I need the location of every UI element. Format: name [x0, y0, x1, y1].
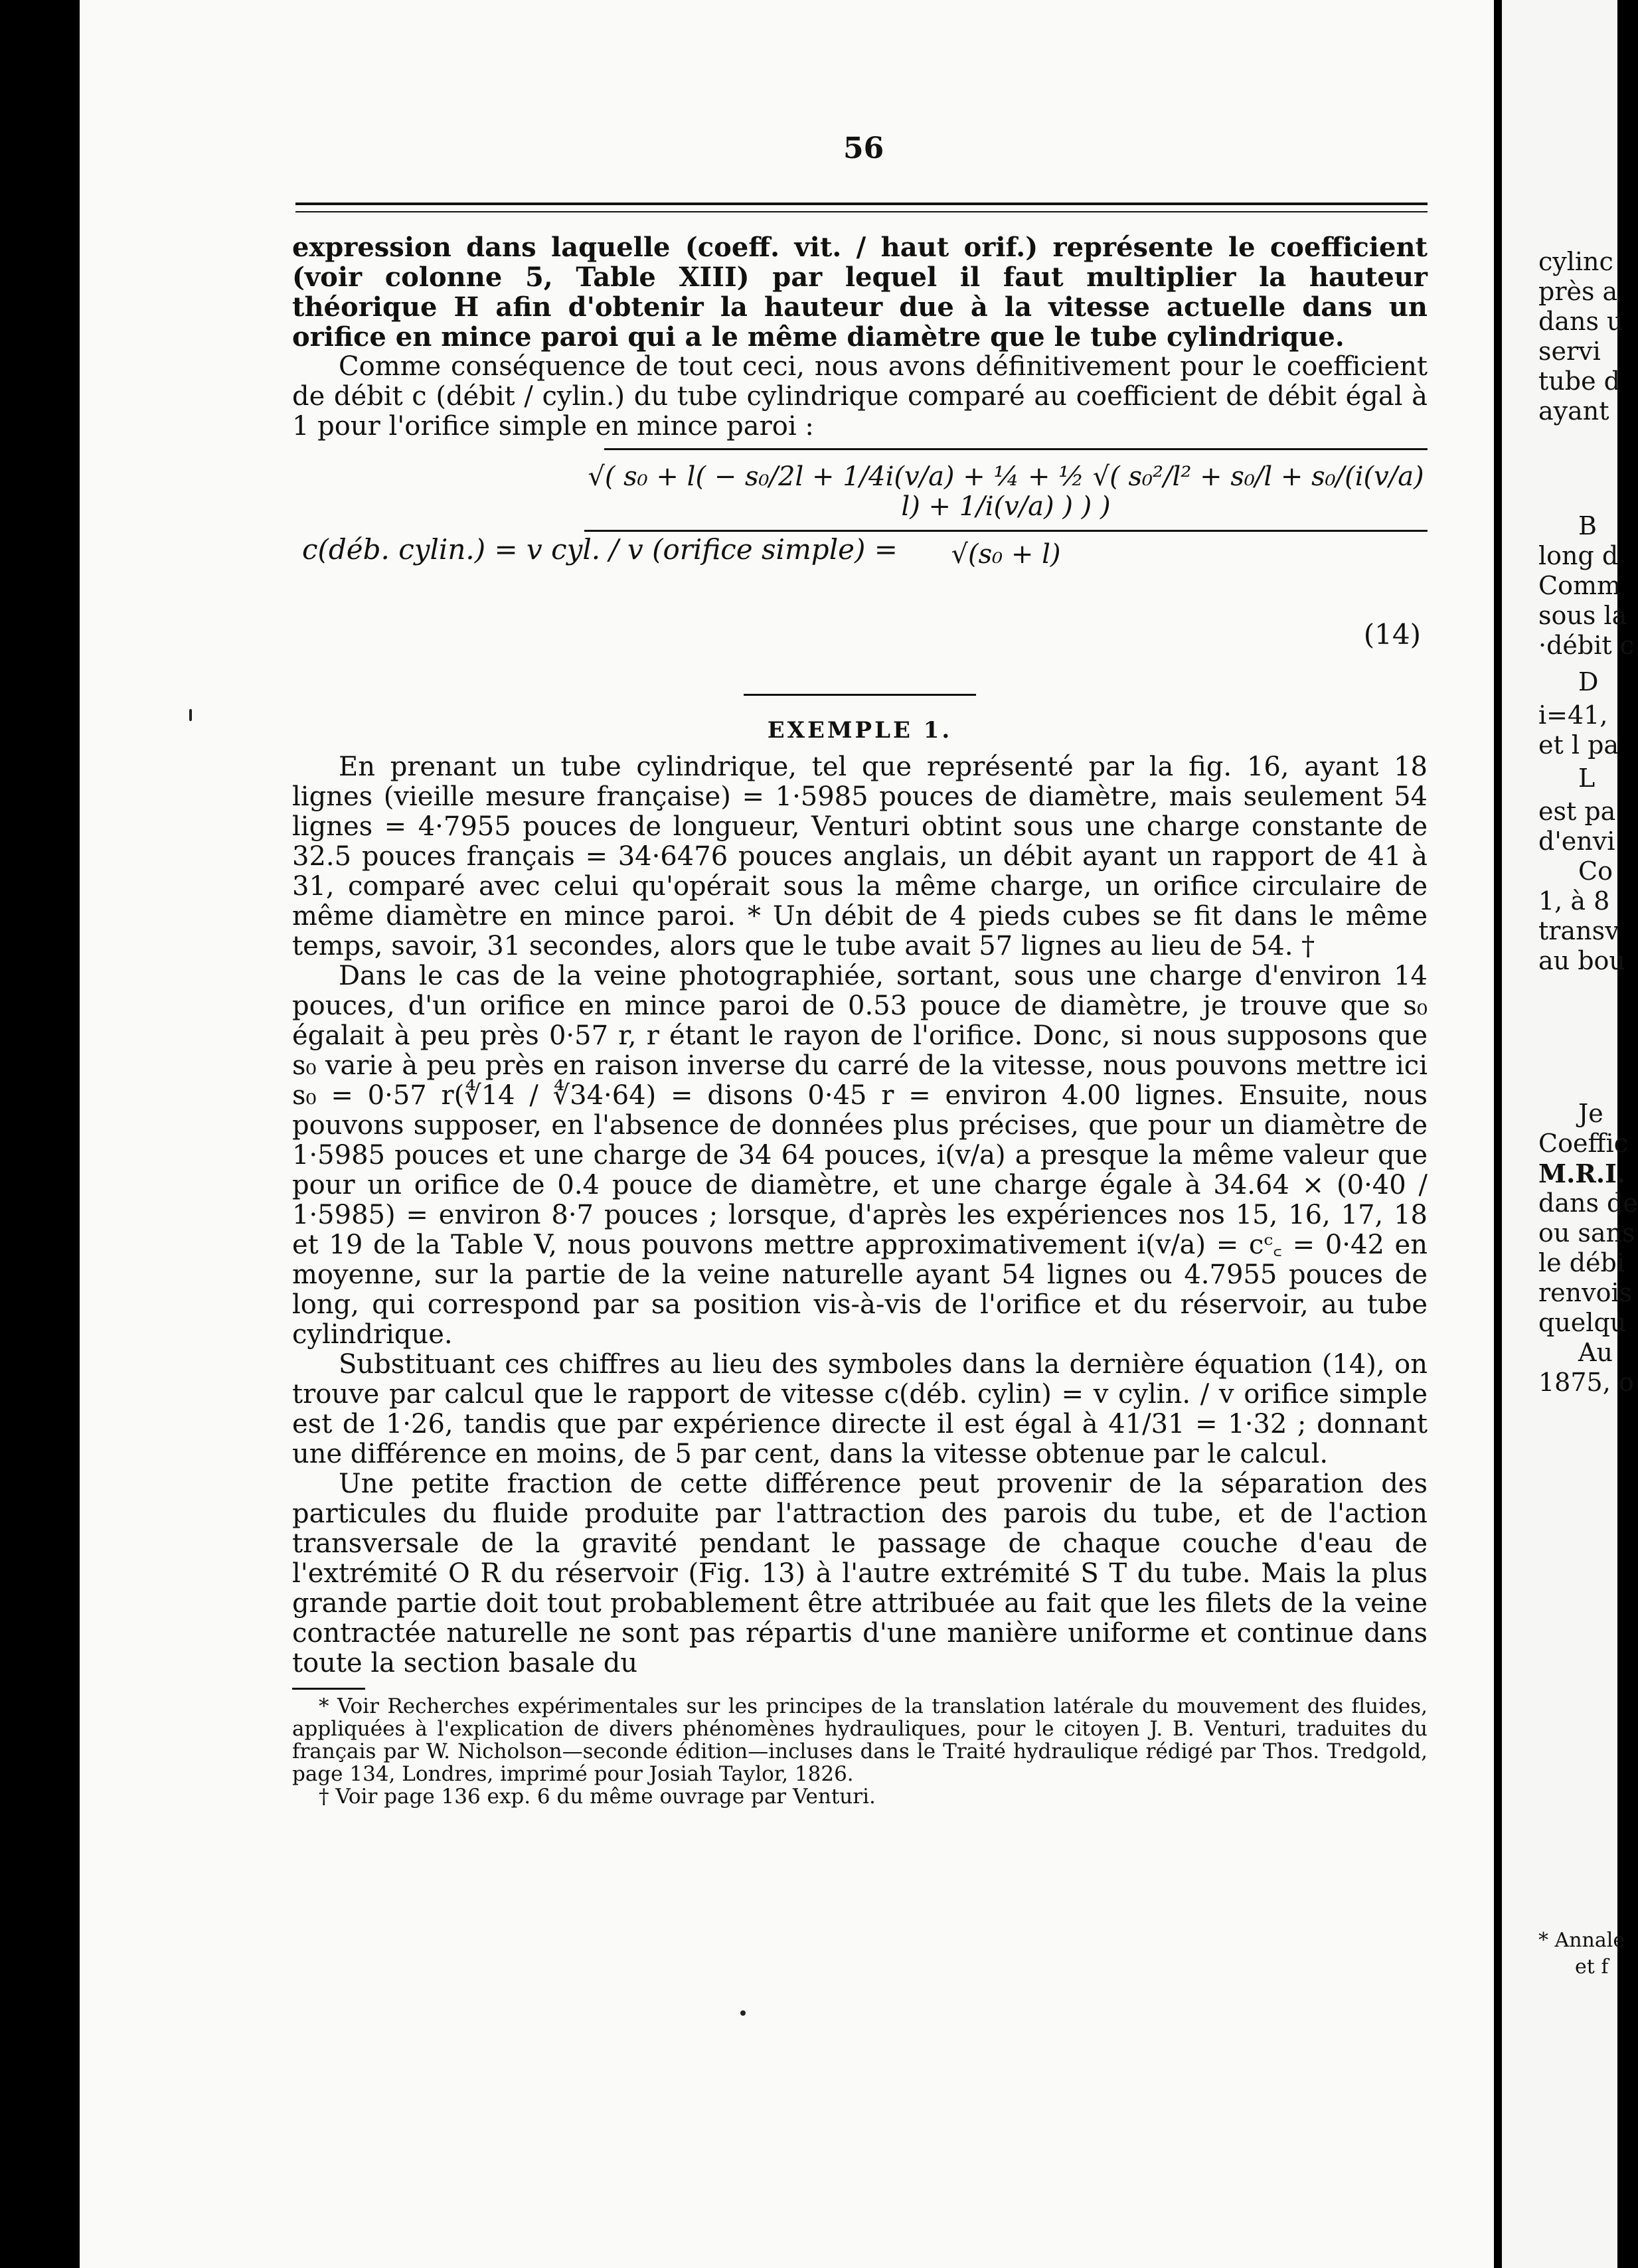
example-paragraph-4: Une petite fraction de cette différence peut provenir de la séparation des particules du fluide produite par l'attraction des parois du tube, et de l'action transversale de la gravité pendant le passage de chaque couche d'eau de l'extrémité O R du réservoir (Fig. 13) à l'autre extrémité S T du tube. Mais la plus grande partie doit tout probablement être attribuée au fait que les filets de la veine contractée naturelle ne sont pas répartis d'une manière uniforme et continue dans toute la section basale du [292, 1469, 1428, 1678]
right-line: ayant [1538, 396, 1609, 426]
right-line: L [1578, 764, 1596, 793]
header-rule-thin [295, 211, 1428, 212]
equation-denominator: √(s₀ + l) [951, 539, 1061, 570]
equation-lhs: c(déb. cylin.) = v cyl. / v (orifice simple) = [302, 533, 898, 566]
right-line: 1875, o [1538, 1368, 1634, 1397]
right-line: près a [1538, 277, 1618, 306]
paragraph-1: expression dans laquelle (coeff. vit. / haut orif.) représente le coefficient (voir colonne 5, Table XIII) par lequel il faut multiplier la hauteur théorique H afin d'obtenir la hauteur due à la vitesse actuelle dans un orifice en mince paroi qui a le même diamètre que le tube cylindrique. [292, 232, 1428, 353]
example-title: EXEMPLE 1. [767, 717, 953, 744]
right-page-fragment [1502, 0, 1638, 2268]
right-line: le débi [1538, 1248, 1625, 1277]
right-line: Co [1578, 856, 1613, 886]
equation-fraction [584, 448, 1428, 570]
right-line: sous la [1538, 601, 1627, 630]
right-line: servi [1538, 337, 1601, 366]
right-line: Coeffic [1538, 1129, 1628, 1158]
right-line: renvois [1538, 1278, 1633, 1307]
footnote-rule [292, 1688, 365, 1690]
right-line: D [1578, 667, 1599, 696]
right-line: i=41, [1538, 700, 1608, 730]
right-line: ou sans [1538, 1218, 1635, 1248]
right-line: quelqu [1538, 1308, 1627, 1337]
paragraph-2: Comme conséquence de tout ceci, nous avons définitivement pour le coefficient de débit c (débit / cylin.) du tube cylindrique comparé au coefficient de débit égal à 1 pour l'orifice simple en mince paroi : [292, 351, 1428, 442]
right-line: est pa [1538, 797, 1616, 826]
example-paragraph-3: Substituant ces chiffres au lieu des symboles dans la dernière équation (14), on trouve par calcul que le rapport de vitesse c(déb. cylin) = v cylin. / v orifice simple est de 1·26, tandis que par expérience directe il est égal à 41/31 = 1·32 ; donnant une différence en moins, de 5 par cent, dans la vitesse obtenue par le calcul. [292, 1349, 1428, 1469]
example-paragraph-2: Dans le cas de la veine photographiée, sortant, sous une charge d'environ 14 pouces, d'un orifice en mince paroi de 0.53 pouce de diamètre, je trouve que s₀ égalait à peu près 0·57 r, r étant le rayon de l'orifice. Donc, si nous supposons que s₀ varie à peu près en raison inverse du carré de la vitesse, nous pouvons mettre ici s₀ = 0·57 r(∜14 / ∜34·64) = disons 0·45 r = environ 4.00 lignes. Ensuite, nous pouvons supposer, en l'absence de données plus précises, que pour un diamètre de 1·5985 pouces et une charge de 34 64 pouces, i(v/a) a presque la même valeur que pour un orifice de 0.4 pouce de diamètre, et une charge égale à 34.64 × (0·40 / 1·5985) = environ 8·7 pouces ; lorsque, d'après les expériences nos 15, 16, 17, 18 et 19 de la Table V, nous pouvons mettre approximativement i(v/a) = cᶜ꜀ = 0·42 en moyenne, sur la partie de la veine naturelle ayant 54 lignes ou 4.7955 pouces de long, qui correspond par sa position vis-à-vis de l'orifice et du réservoir, au tube cylindrique. [292, 961, 1428, 1350]
right-line: et f [1575, 1955, 1609, 1979]
right-line: Au [1578, 1338, 1613, 1367]
right-line: B [1578, 511, 1597, 540]
right-line: Comm [1538, 571, 1621, 600]
section-separator [744, 694, 976, 696]
right-line: tube d [1538, 366, 1620, 396]
right-line: 1, à 8 [1538, 886, 1610, 916]
right-line: long d [1538, 541, 1619, 570]
right-line: dans u [1538, 307, 1623, 336]
footnote-2: † Voir page 136 exp. 6 du même ouvrage par Venturi. [319, 1785, 876, 1809]
page-body [292, 232, 1428, 1808]
ink-speck [189, 709, 192, 721]
right-line: cylinc [1538, 247, 1613, 276]
right-line: et l pa [1538, 730, 1619, 760]
equation-number: (14) [1363, 618, 1421, 651]
ink-speck [740, 2010, 746, 2016]
right-line: d'envi [1538, 827, 1615, 856]
right-line: ·débit c [1538, 631, 1635, 660]
footnote-1: * Voir Recherches expérimentales sur les principes de la translation latérale du mouvement des fluides, appliquées à l'explication de divers phénomènes hydrauliques, pour le citoyen J. B. Venturi, traduites du français par W. Nicholson—seconde édition—incluses dans le Traité hydraulique rédigé par Thos. Tredgold, page 134, Londres, imprimé pour Josiah Taylor, 1826. [292, 1694, 1428, 1786]
right-line: * Annale [1538, 1929, 1625, 1952]
header-rule [295, 202, 1428, 205]
fraction-bar [584, 530, 1428, 532]
footnotes [292, 1695, 1428, 1808]
right-line: transv [1538, 916, 1619, 945]
page-number: 56 [843, 131, 884, 165]
equation-numerator: √( s₀ + l( − s₀/2l + 1/4i(v/a) + ¼ + ½ √( s₀²/l² + s₀/l + s₀/(i(v/a) l) + 1/i(v/a) ) ) ) [588, 461, 1424, 522]
right-line: M.R.I. [1538, 1159, 1626, 1188]
equation-14 [292, 448, 1428, 661]
example-paragraph-1: En prenant un tube cylindrique, tel que représenté par la fig. 16, ayant 18 lignes (vieille mesure française) = 1·5985 pouces de diamètre, mais seulement 54 lignes = 4·7955 pouces de longueur, Venturi obtint sous une charge constante de 32.5 pouces français = 34·6476 pouces anglais, un débit ayant un rapport de 41 à 31, comparé avec celui qu'opérait sous la même charge, un orifice circulaire de même diamètre en mince paroi. * Un débit de 4 pieds cubes se fit dans le même temps, savoir, 31 secondes, alors que le tube avait 57 lignes au lieu de 54. † [292, 752, 1428, 961]
right-line: dans de [1538, 1188, 1638, 1218]
right-line: au bou [1538, 946, 1625, 975]
right-line: Je [1578, 1099, 1603, 1128]
